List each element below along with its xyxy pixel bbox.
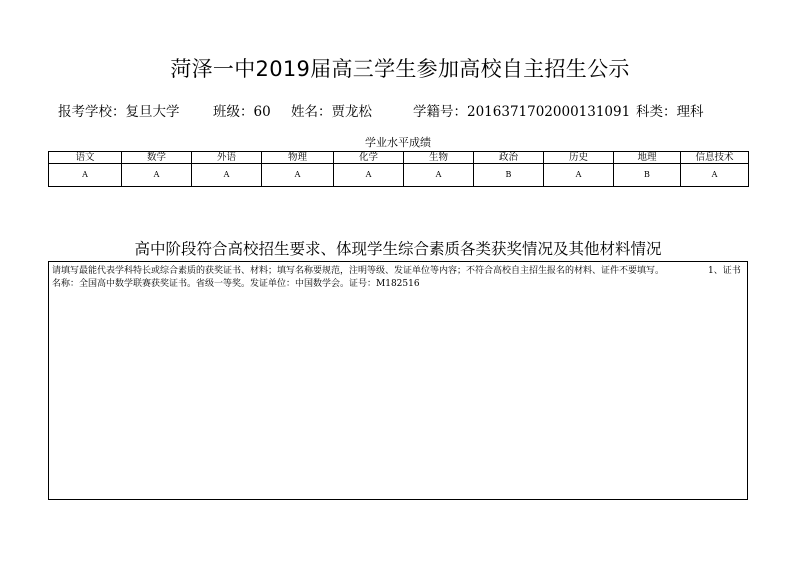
subject-header: 化学	[334, 152, 404, 164]
grade-value: A	[544, 164, 614, 187]
subject-header: 信息技术	[681, 152, 749, 164]
grade-value: A	[192, 164, 262, 187]
subject-header: 政治	[474, 152, 544, 164]
subject-header: 历史	[544, 152, 614, 164]
grade-value: B	[474, 164, 544, 187]
school-field: 报考学校：复旦大学	[58, 104, 180, 120]
grades-value-row	[49, 164, 749, 187]
awards-entry: 1、证书名称：全国高中数学联赛获奖证书。省级一等奖。发证单位：中国数学会。证号：M182516	[52, 266, 741, 289]
awards-text	[49, 262, 747, 290]
student-info-row	[58, 100, 758, 124]
grade-value: A	[262, 164, 334, 187]
grade-value: B	[614, 164, 681, 187]
grade-value: A	[404, 164, 474, 187]
awards-box	[48, 261, 748, 500]
page-title: 菏泽一中2019届高三学生参加高校自主招生公示	[170, 57, 630, 81]
awards-instruction: 请填写最能代表学科特长或综合素质的获奖证书、材料；填写名称要规范，注明等级、发证单位等内容；不符合高校自主招生报名的材料、证件不要填写。	[52, 266, 665, 276]
subject-header: 物理	[262, 152, 334, 164]
grades-header-row	[49, 152, 749, 164]
subject-header: 语文	[49, 152, 122, 164]
subject-header: 地理	[614, 152, 681, 164]
subject-header: 生物	[404, 152, 474, 164]
class-field: 班级：60	[213, 104, 271, 120]
awards-section-title: 高中阶段符合高校招生要求、体现学生综合素质各类获奖情况及其他材料情况	[134, 240, 662, 258]
grade-value: A	[334, 164, 404, 187]
grade-value: A	[122, 164, 192, 187]
subject-type-field: 科类：理科	[636, 104, 704, 120]
grades-section-title: 学业水平成绩	[365, 136, 431, 149]
grade-value: A	[49, 164, 122, 187]
grades-table	[48, 151, 749, 187]
student-id-field: 学籍号：2016371702000131091	[413, 104, 631, 120]
name-field: 姓名：贾龙松	[291, 104, 372, 120]
subject-header: 数学	[122, 152, 192, 164]
grade-value: A	[681, 164, 749, 187]
subject-header: 外语	[192, 152, 262, 164]
